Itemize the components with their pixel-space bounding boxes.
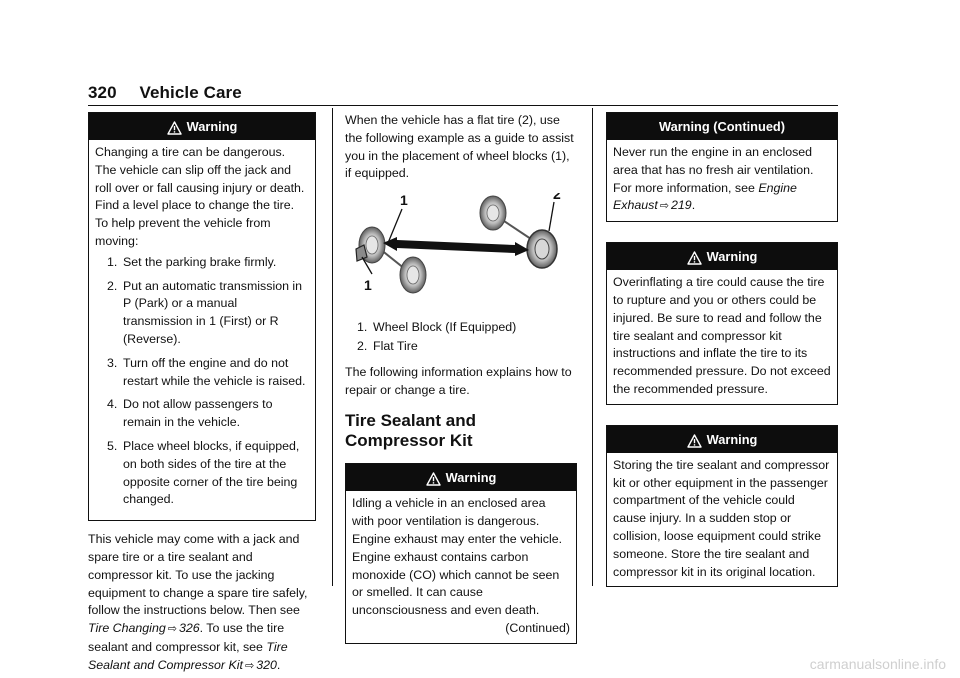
warning-header — [89, 113, 315, 140]
callout-label-1: 1 — [364, 277, 372, 294]
warning-body — [607, 270, 837, 404]
continued-label: (Continued) — [505, 620, 570, 635]
warning-text: Storing the tire sealant and compressor kit or other equipment in the passenger compartment of the vehicle could cause injury. In a sudden stop or collision, loose equipment could strike someone. Store the tire sealant and compressor kit in its original location. — [613, 457, 830, 579]
column-3 — [606, 112, 838, 587]
column-divider-2 — [592, 108, 593, 586]
warning-text: Never run the engine in an enclosed area that has no fresh air ventilation. For more information, see Engine Exhaust ⇨ 219. — [613, 145, 814, 213]
column-1 — [88, 112, 316, 676]
page-ref[interactable]: 326 — [178, 621, 200, 636]
warning-body — [346, 491, 576, 642]
warning-header — [607, 426, 837, 453]
warning-body — [607, 140, 837, 221]
warning-triangle-icon — [167, 121, 182, 135]
warning-text: Overinflating a tire could cause the tire to rupture and you or others could be injured. Be sure to read and follow the tire sealant and compressor kit instructions and inflate the tire to its recommended pressure. Do not exceed the recommended pressure. — [613, 275, 831, 396]
step-text: Set the parking brake firmly. — [123, 254, 277, 269]
warning-box-overinflation — [606, 242, 838, 405]
warning-text: Idling a vehicle in an enclosed area with poor ventilation is dangerous. Engine exhaust may enter the vehicle. Engine exhaust contains carbon monoxide (CO) which cannot be seen or smelled. It can cause unconsciousness and even death. — [352, 496, 563, 618]
section-title: Vehicle Care — [139, 83, 242, 102]
link-tire-sealant-kit[interactable]: Tire Sealant and Compressor Kit — [88, 639, 288, 672]
warning-header — [346, 464, 576, 491]
body-paragraph: This vehicle may come with a jack and spare tire or a tire sealant and compressor kit. To use the jacking equipment to change a spare tire safely, follow the instructions below. Then see Tire Changing ⇨ 326. To use the tire sealant and compressor kit, see Tire Sealant and Compressor Kit ⇨ 320. — [88, 532, 308, 672]
body-paragraph: The following information explains how to repair or change a tire. — [345, 364, 572, 397]
step-text: Do not allow passengers to remain in the vehicle. — [123, 397, 273, 430]
header-rule — [88, 105, 838, 106]
step-number: 2. — [107, 278, 118, 293]
list-item — [95, 438, 309, 509]
warning-title: Warning — [706, 431, 758, 447]
figure-legend — [345, 319, 577, 356]
warning-body — [89, 140, 315, 520]
link-tire-changing[interactable]: Tire Changing — [88, 621, 166, 636]
section-heading: Tire Sealant and Compressor Kit — [345, 411, 477, 451]
legend-text: Wheel Block (If Equipped) — [373, 320, 517, 335]
warning-intro: Changing a tire can be dangerous. The vehicle can slip off the jack and roll over or fall causing injury or death. Find a level place to change the tire. To help prevent the vehicle from moving: — [95, 145, 305, 248]
page-ref[interactable]: 219 — [671, 198, 692, 213]
wheel-block-diagram — [345, 193, 577, 311]
list-item — [95, 355, 309, 391]
step-text: Place wheel blocks, if equipped, on both sides of the tire at the opposite corner of the tire being changed. — [123, 438, 300, 507]
step-number: 4. — [107, 397, 118, 412]
warning-steps — [95, 254, 309, 509]
page-number: 320 — [88, 83, 117, 102]
list-item — [95, 396, 309, 432]
page-arrow-icon: ⇨ — [167, 623, 177, 636]
step-number: 5. — [107, 438, 118, 453]
warning-header — [607, 243, 837, 270]
warning-title: Warning — [186, 119, 238, 134]
body-paragraph: When the vehicle has a flat tire (2), use the following example as a guide to assist you in the placement of wheel blocks (1), if equipped. — [345, 113, 574, 181]
warning-title: Warning — [445, 470, 497, 486]
warning-box-jack — [88, 112, 316, 521]
step-number: 1. — [107, 254, 118, 269]
legend-text: Flat Tire — [373, 338, 418, 353]
warning-triangle-icon — [687, 434, 702, 448]
list-item — [95, 278, 309, 349]
list-item — [345, 319, 577, 337]
warning-triangle-icon — [687, 251, 702, 265]
list-item — [345, 338, 577, 356]
step-text: Put an automatic transmission in P (Park) or a manual transmission in 1 (First) or R (Reverse). — [123, 278, 303, 346]
page-arrow-icon: ⇨ — [244, 659, 255, 672]
callout-label-2: 2 — [553, 193, 561, 203]
page-ref[interactable]: 320 — [256, 657, 277, 672]
callout-label-1: 1 — [400, 193, 408, 209]
page-arrow-icon: ⇨ — [659, 200, 669, 213]
watermark: carmanualsonline.info — [809, 656, 946, 672]
list-item — [95, 254, 309, 272]
warning-body — [607, 453, 837, 587]
link-engine-exhaust[interactable]: Engine Exhaust — [613, 180, 797, 213]
column-2 — [345, 112, 577, 644]
legend-number: 1. — [357, 320, 368, 335]
warning-box-continued — [606, 112, 838, 222]
warning-box-storage — [606, 425, 838, 588]
step-text: Turn off the engine and do not restart while the vehicle is raised. — [123, 355, 306, 388]
warning-title: Warning (Continued) — [658, 119, 786, 134]
page-header — [88, 83, 242, 103]
legend-number: 2. — [357, 338, 368, 353]
warning-box-exhaust — [345, 463, 577, 643]
warning-title: Warning — [706, 249, 758, 265]
column-divider-1 — [332, 108, 333, 586]
wheel-block-illustration — [345, 193, 577, 311]
warning-triangle-icon — [426, 472, 441, 486]
step-number: 3. — [107, 355, 118, 370]
warning-header — [607, 113, 837, 140]
